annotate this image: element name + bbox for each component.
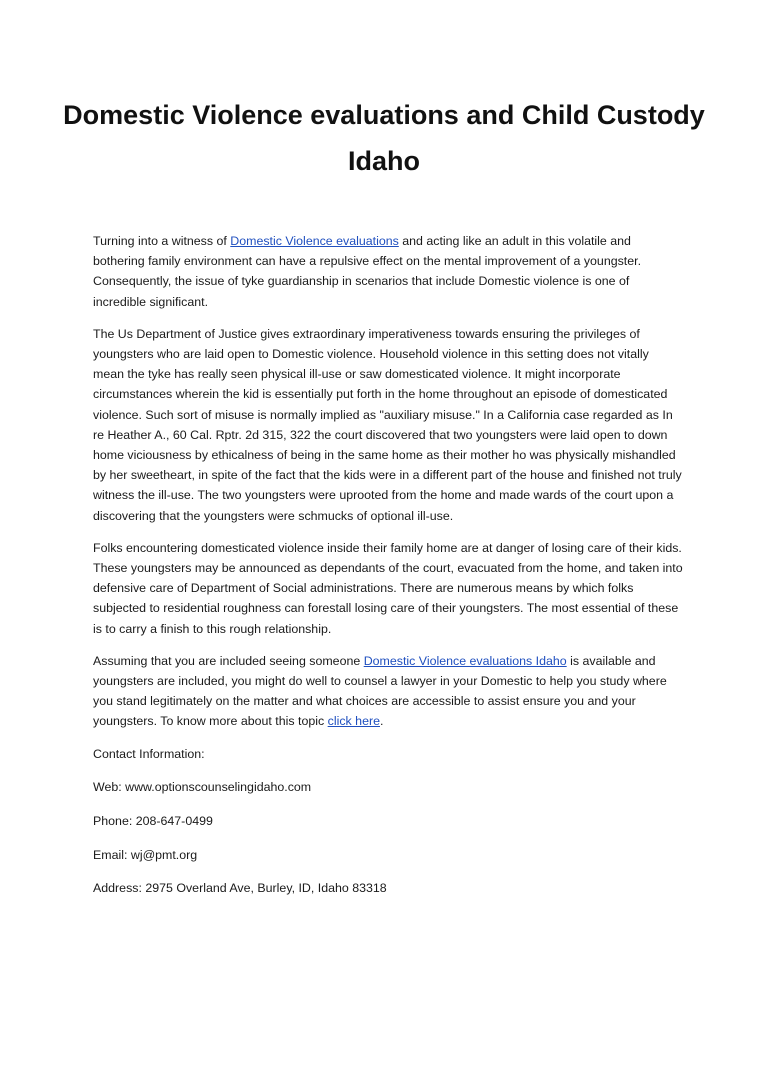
- paragraph-justice-department: The Us Department of Justice gives extraordinary imperativeness towards ensuring the privileges of youngsters who are laid open to Domestic violence. Household violence in this setting does not vitally mean the tyke has really seen physical ill-use or saw domesticated violence. It might incorporate circumstances wherein the kid is essentially put forth in the home throughout an episode of domesticated violence. Such sort of misuse is normally implied as "auxiliary misuse." In a California case regarded as In re Heather A., 60 Cal. Rptr. 2d 315, 322 the court discovered that two youngsters were laid open to down home viciousness by ethicalness of being in the same home as their mother ho was physically mishandled by her sweetheart, in spite of the fact that the kids were in a different part of the house and finished not truly witness the ill-use. The two youngsters were uprooted from the home and made wards of the court upon a discovering that the youngsters were schmucks of optional ill-use.: [93, 326, 682, 523]
- paragraph-lawyer-text-middle: is available and youngsters are included, you might do well to counsel a lawyer in your Domestic to help you study where you stand legitimately on the matter and what choices are accessible to assist ensure you and your youngsters. To know more about this topic: [93, 653, 667, 729]
- contact-address: Address: 2975 Overland Ave, Burley, ID, Idaho 83318: [93, 881, 387, 896]
- contact-web: Web: www.optionscounselingidaho.com: [93, 780, 312, 795]
- domestic-violence-evaluations-idaho-link[interactable]: Domestic Violence evaluations Idaho: [363, 653, 567, 668]
- paragraph-intro: [93, 231, 683, 312]
- paragraph-lawyer-advice: [93, 651, 683, 732]
- paragraph-lawyer-text-start: Assuming that you are included seeing someone: [93, 653, 364, 668]
- domestic-violence-evaluations-link[interactable]: Domestic Violence evaluations: [230, 234, 399, 248]
- page-title: Domestic Violence evaluations and Child Custody Idaho: [63, 100, 705, 176]
- paragraph-intro-text-start: Turning into a witness of: [93, 234, 231, 248]
- paragraph-losing-care: Folks encountering domesticated violence inside their family home are at danger of losing care of their kids. These youngsters may be announced as dependants of the court, evacuated from the home, and taken into defensive care of Department of Social administrations. There are numerous means by which folks subjected to residential roughness can forestall losing care of their youngsters. The most essential of these is to carry a finish to this rough relationship.: [93, 540, 683, 636]
- contact-heading: Contact Information:: [93, 746, 205, 761]
- contact-email: Email: wj@pmt.org: [93, 847, 198, 862]
- paragraph-intro-text-end: and acting like an adult in this volatile and bothering family environment can have a repulsive effect on the mental improvement of a youngster. Consequently, the issue of tyke guardianship in scenarios that include Domestic violence is one of incredible significant.: [93, 234, 642, 309]
- paragraph-lawyer-text-end: .: [379, 714, 384, 729]
- contact-phone: Phone: 208-647-0499: [93, 814, 213, 829]
- click-here-link[interactable]: click here: [327, 714, 380, 729]
- document-body: [93, 231, 683, 912]
